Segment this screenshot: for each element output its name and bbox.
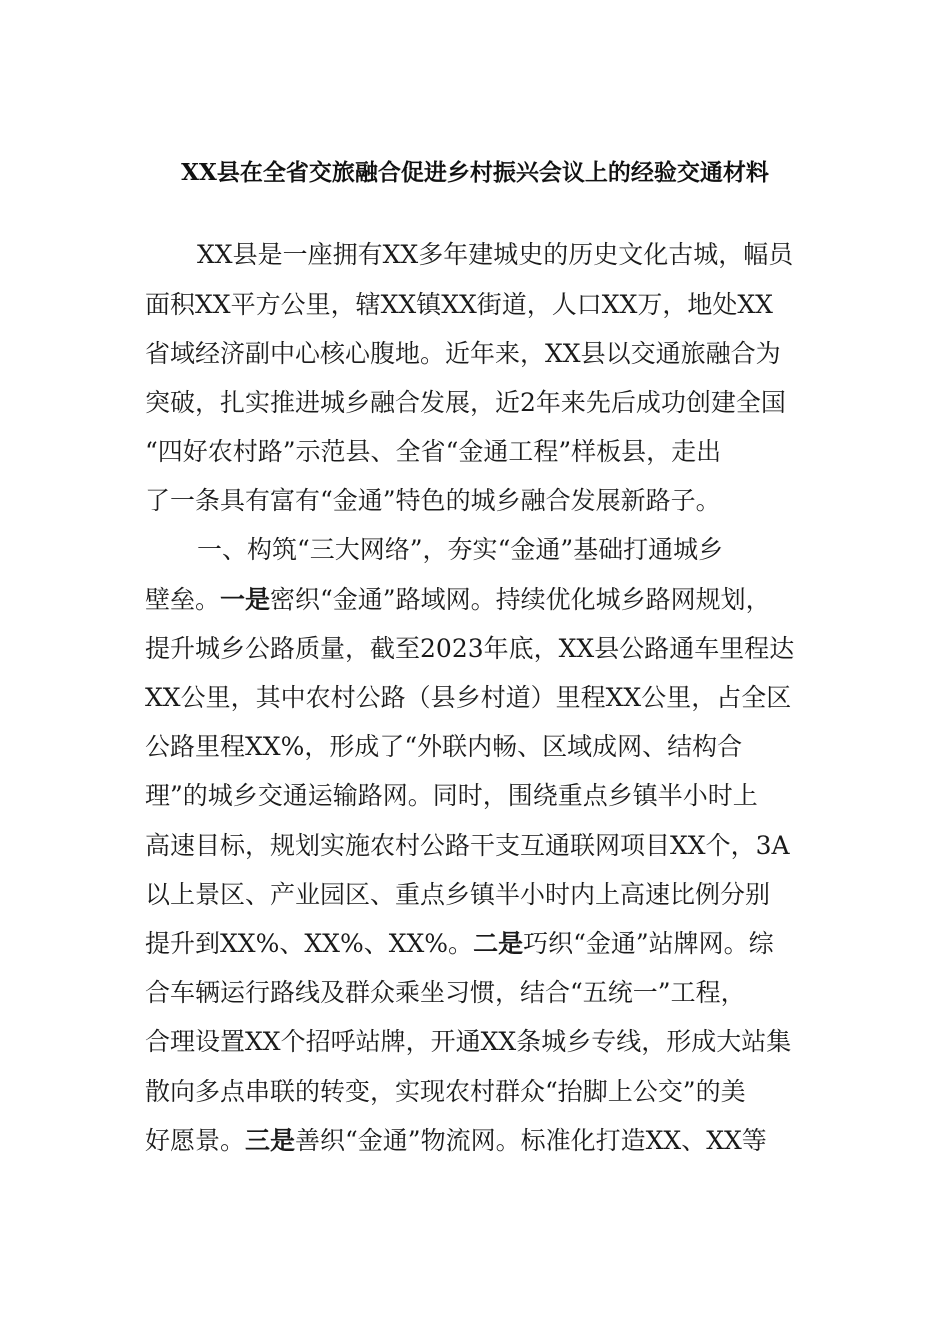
- emphasis-third: 三是: [245, 1126, 296, 1155]
- paragraph-line: [145, 1124, 767, 1158]
- emphasis-first: 一是: [220, 585, 271, 614]
- paragraph-text: 巧织“金通”站牌网。综: [523, 929, 774, 958]
- paragraph-text: 密织“金通”路域网。持续优化城乡路网规划，: [270, 585, 771, 614]
- paragraph-line: 散向多点串联的转变，实现农村群众“抬脚上公交”的美: [145, 1077, 746, 1106]
- paragraph-line: XX公里，其中农村公路（县乡村道）里程XX公里，占全区: [145, 683, 792, 712]
- paragraph-line: 提升城乡公路质量，截至2023年底，XX县公路通车里程达: [145, 634, 795, 663]
- paragraph-line: [145, 927, 774, 961]
- section-heading-line: 一、构筑“三大网络”，夯实“金通”基础打通城乡: [197, 535, 724, 564]
- paragraph-line: 了一条具有富有“金通”特色的城乡融合发展新路子。: [145, 486, 721, 515]
- paragraph-line: 面积XX平方公里，辖XX镇XX街道，人口XX万，地处XX: [145, 290, 773, 319]
- emphasis-second: 二是: [473, 929, 524, 958]
- paragraph-line: 突破，扎实推进城乡融合发展，近2年来先后成功创建全国: [145, 388, 786, 417]
- paragraph-line: 合车辆运行路线及群众乘坐习惯，结合“五统一”工程，: [145, 978, 746, 1007]
- paragraph-line: XX县是一座拥有XX多年建城史的历史文化古城，幅员: [197, 240, 794, 269]
- paragraph-line: 省域经济副中心核心腹地。近年来，XX县以交通旅融合为: [145, 339, 781, 368]
- paragraph-line: 高速目标，规划实施农村公路干支互通联网项目XX个，3A: [145, 831, 790, 860]
- paragraph-line: 合理设置XX个招呼站牌，开通XX条城乡专线，形成大站集: [145, 1027, 792, 1056]
- section-heading-end: 壁垒。: [145, 585, 221, 614]
- paragraph-text: 好愿景。: [145, 1126, 246, 1155]
- paragraph-line: “四好农村路”示范县、全省“金通工程”样板县，走出: [145, 437, 722, 466]
- paragraph-line: 公路里程XX%，形成了“外联内畅、区域成网、结构合: [145, 732, 743, 761]
- paragraph-line: 理”的城乡交通运输路网。同时，围绕重点乡镇半小时上: [145, 781, 758, 810]
- document-title: XX县在全省交旅融合促进乡村振兴会议上的经验交通材料: [181, 159, 769, 186]
- paragraph-line: 以上景区、产业园区、重点乡镇半小时内上高速比例分别: [145, 880, 771, 909]
- paragraph-line: [145, 583, 771, 617]
- paragraph-text: 提升到XX%、XX%、XX%。: [145, 929, 474, 958]
- paragraph-text: 善织“金通”物流网。标准化打造XX、XX等: [295, 1126, 767, 1155]
